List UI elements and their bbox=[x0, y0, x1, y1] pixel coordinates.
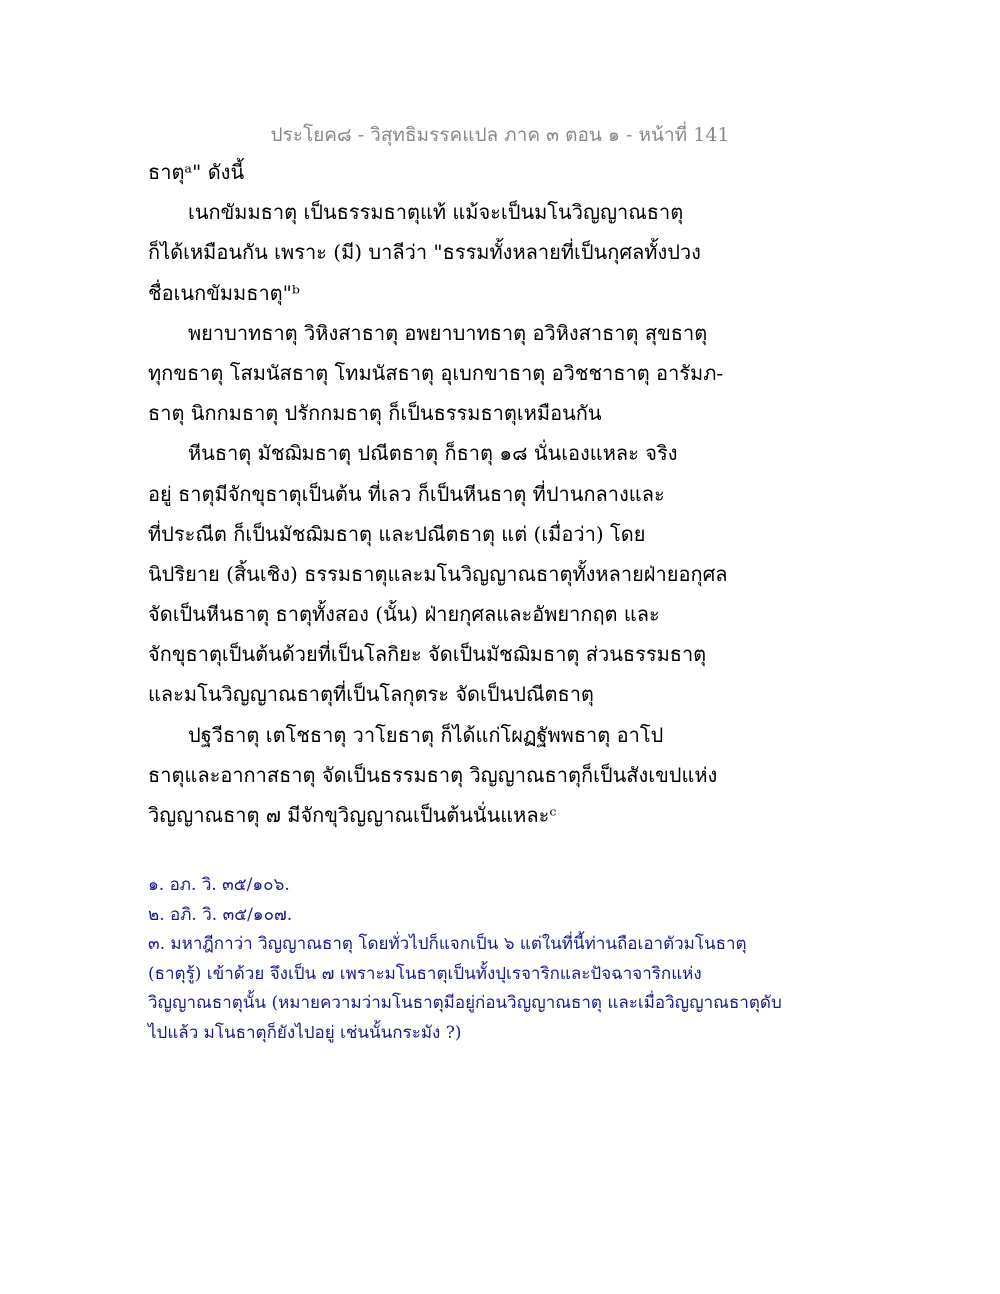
body-line: พยาบาทธาตุ วิหิงสาธาตุ อพยาบาทธาตุ อวิหิงสาธาตุ สุขธาตุ bbox=[188, 320, 708, 345]
page-header: ประโยค๘ - วิสุทธิมรรคแปล ภาค ๓ ตอน ๑ - หน้าที่ 141 bbox=[270, 124, 730, 146]
body-line: ธาตุและอากาสธาตุ จัดเป็นธรรมธาตุ วิญญาณธาตุก็เป็นสังเขปแห่ง bbox=[148, 762, 718, 787]
body-line: จัดเป็นหีนธาตุ ธาตุทั้งสอง (นั้น) ฝ่ายกุศลและอัพยากฤต และ bbox=[148, 602, 660, 627]
body-line: ธาตุᵃ" ดังนี้ bbox=[148, 160, 245, 184]
footnote-line: วิญญาณธาตุนั้น (หมายความว่ามโนธาตุมีอยู่ก่อนวิญญาณธาตุ และเมื่อวิญญาณธาตุดับ bbox=[148, 993, 782, 1013]
footnote-line: (ธาตุรู้) เข้าด้วย จึงเป็น ๗ เพราะมโนธาตุเป็นทั้งปุเรจาริกและปัจฉาจาริกแห่ง bbox=[148, 963, 702, 984]
body-line: อยู่ ธาตุมีจักขุธาตุเป็นต้น ที่เลว ก็เป็นหีนธาตุ ที่ปานกลางและ bbox=[148, 481, 665, 506]
footnote-line: ๑. อภ. วิ. ๓๕/๑๐๖. bbox=[148, 875, 290, 895]
body-line: นิปริยาย (สิ้นเชิง) ธรรมธาตุและมโนวิญญาณธาตุทั้งหลายฝ่ายอกุศล bbox=[148, 561, 728, 586]
body-line: วิญญาณธาตุ ๗ มีจักขุวิญญาณเป็นต้นนั่นแหละᶜ bbox=[148, 803, 557, 827]
body-line: จักขุธาตุเป็นต้นด้วยที่เป็นโลกิยะ จัดเป็นมัชฌิมธาตุ ส่วนธรรมธาตุ bbox=[148, 642, 707, 667]
body-line: ธาตุ นิกกมธาตุ ปรักกมธาตุ ก็เป็นธรรมธาตุเหมือนกัน bbox=[148, 401, 602, 426]
footnote-line: ๓. มหาฎีกาว่า วิญญาณธาตุ โดยทั่วไปก็แจกเป็น ๖ แต่ในที่นี้ท่านถือเอาตัวมโนธาตุ bbox=[148, 934, 747, 954]
body-line: ก็ได้เหมือนกัน เพราะ (มี) บาลีว่า "ธรรมทั้งหลายที่เป็นกุศลทั้งปวง bbox=[148, 240, 701, 265]
body-line: เนกขัมมธาตุ เป็นธรรมธาตุแท้ แม้จะเป็นมโนวิญญาณธาตุ bbox=[188, 200, 684, 225]
body-line: หีนธาตุ มัชฌิมธาตุ ปณีตธาตุ ก็ธาตุ ๑๘ นั่นเองแหละ จริง bbox=[188, 441, 678, 466]
body-line: ที่ประณีต ก็เป็นมัชฌิมธาตุ และปณีตธาตุ แต่ (เมื่อว่า) โดย bbox=[148, 521, 646, 546]
footnote-line: ไปแล้ว มโนธาตุก็ยังไปอยู่ เช่นนั้นกระมัง ?) bbox=[148, 1022, 462, 1043]
body-line: ชื่อเนกขัมมธาตุ"ᵇ bbox=[148, 280, 300, 305]
footnotes bbox=[148, 871, 848, 1048]
body-line: และมโนวิญญาณธาตุที่เป็นโลกุตระ จัดเป็นปณีตธาตุ bbox=[148, 682, 594, 707]
body-line: ปฐวีธาตุ เตโชธาตุ วาโยธาตุ ก็ได้แก่โผฏฐัพพธาตุ อาโป bbox=[188, 722, 664, 747]
footnote-line: ๒. อภิ. วิ. ๓๕/๑๐๗. bbox=[148, 904, 293, 925]
body-text bbox=[148, 152, 768, 835]
body-line: ทุกขธาตุ โสมนัสธาตุ โทมนัสธาตุ อุเบกขาธาตุ อวิชชาธาตุ อารัมภ- bbox=[148, 360, 724, 385]
